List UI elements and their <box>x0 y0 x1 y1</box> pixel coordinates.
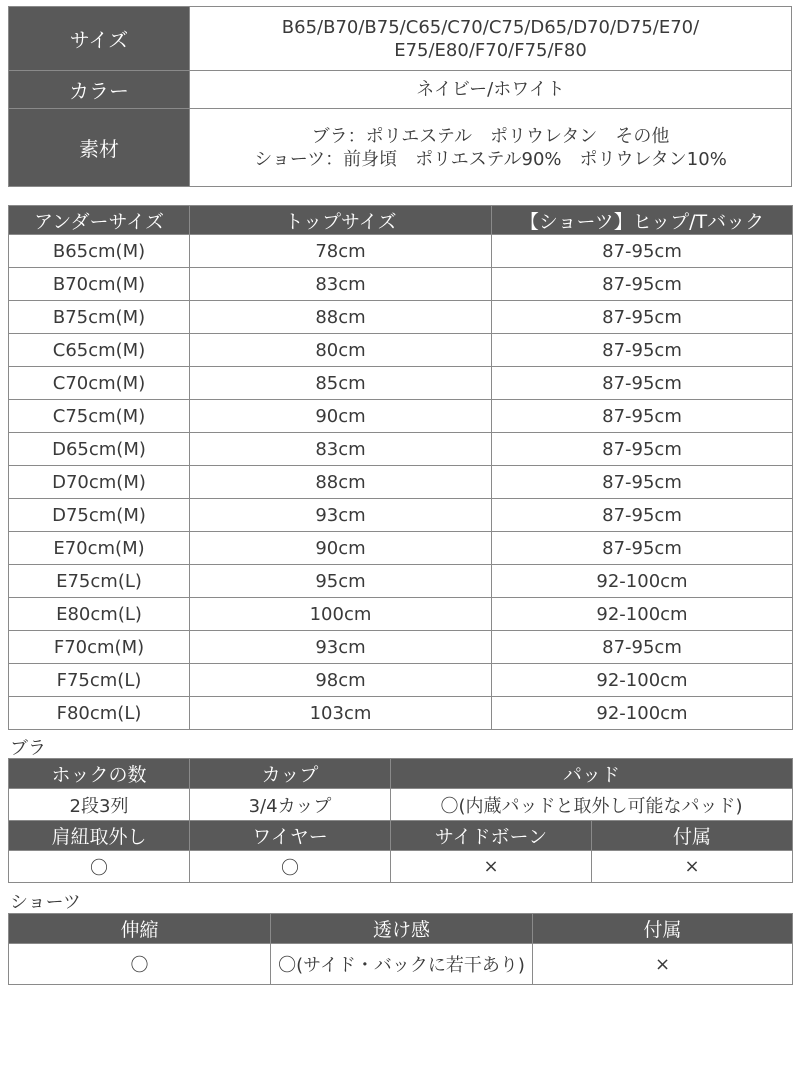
under-size-cell: F70cm(M) <box>9 631 190 664</box>
stretch-value: 〇 <box>9 944 271 985</box>
top-size-cell: 83cm <box>190 268 492 301</box>
header-shorts-hip: 【ショーツ】ヒップ/Tバック <box>492 206 793 235</box>
size-table-row <box>9 301 793 334</box>
accessories-value: × <box>592 851 793 883</box>
material-line2: ショーツ：前身頃 ポリエステル90% ポリウレタン10% <box>254 148 727 170</box>
under-size-cell: C70cm(M) <box>9 367 190 400</box>
bra-table-1 <box>8 758 793 821</box>
hooks-value: 2段3列 <box>9 789 190 821</box>
size-table <box>8 205 793 730</box>
top-size-cell: 95cm <box>190 565 492 598</box>
top-size-cell: 90cm <box>190 532 492 565</box>
hip-size-cell: 87-95cm <box>492 532 793 565</box>
sheerness-value: 〇(サイド・バックに若干あり) <box>271 944 533 985</box>
size-table-row <box>9 268 793 301</box>
hip-size-cell: 87-95cm <box>492 499 793 532</box>
size-table-row <box>9 598 793 631</box>
size-table-row <box>9 400 793 433</box>
pad-value: 〇(内蔵パッドと取外し可能なパッド) <box>391 789 793 821</box>
size-table-row <box>9 466 793 499</box>
hip-size-cell: 87-95cm <box>492 334 793 367</box>
under-size-cell: B75cm(M) <box>9 301 190 334</box>
size-table-row <box>9 565 793 598</box>
under-size-cell: E80cm(L) <box>9 598 190 631</box>
header-pad: パッド <box>391 759 793 789</box>
color-value: ネイビー/ホワイト <box>190 71 792 109</box>
cup-value: 3/4カップ <box>190 789 391 821</box>
under-size-cell: B65cm(M) <box>9 235 190 268</box>
hip-size-cell: 87-95cm <box>492 466 793 499</box>
under-size-cell: D65cm(M) <box>9 433 190 466</box>
top-size-cell: 83cm <box>190 433 492 466</box>
top-size-cell: 93cm <box>190 499 492 532</box>
size-table-row <box>9 499 793 532</box>
spec-row-size <box>9 7 792 71</box>
hip-size-cell: 87-95cm <box>492 367 793 400</box>
header-hooks: ホックの数 <box>9 759 190 789</box>
under-size-cell: D70cm(M) <box>9 466 190 499</box>
under-size-cell: C65cm(M) <box>9 334 190 367</box>
top-size-cell: 80cm <box>190 334 492 367</box>
header-wire: ワイヤー <box>190 821 391 851</box>
spec-row-color <box>9 71 792 109</box>
color-label: カラー <box>9 71 190 109</box>
shorts-accessories-value: × <box>533 944 793 985</box>
under-size-cell: C75cm(M) <box>9 400 190 433</box>
spec-table <box>8 6 792 187</box>
under-size-cell: E75cm(L) <box>9 565 190 598</box>
material-value <box>190 109 792 187</box>
hip-size-cell: 87-95cm <box>492 400 793 433</box>
bra-table-1-header <box>9 759 793 789</box>
shorts-table-header <box>9 914 793 944</box>
hip-size-cell: 87-95cm <box>492 268 793 301</box>
header-accessories: 付属 <box>592 821 793 851</box>
wire-value: 〇 <box>190 851 391 883</box>
top-size-cell: 78cm <box>190 235 492 268</box>
top-size-cell: 88cm <box>190 301 492 334</box>
under-size-cell: B70cm(M) <box>9 268 190 301</box>
bra-table-1-values <box>9 789 793 821</box>
hip-size-cell: 87-95cm <box>492 235 793 268</box>
header-shorts-accessories: 付属 <box>533 914 793 944</box>
size-table-row <box>9 697 793 730</box>
hip-size-cell: 87-95cm <box>492 631 793 664</box>
header-strap-removable: 肩紐取外し <box>9 821 190 851</box>
size-value-line1: B65/B70/B75/C65/C70/C75/D65/D70/D75/E70/ <box>281 16 700 38</box>
under-size-cell: F80cm(L) <box>9 697 190 730</box>
size-table-row <box>9 334 793 367</box>
hip-size-cell: 92-100cm <box>492 664 793 697</box>
size-value <box>190 7 792 71</box>
side-bone-value: × <box>391 851 592 883</box>
top-size-cell: 100cm <box>190 598 492 631</box>
top-size-cell: 90cm <box>190 400 492 433</box>
top-size-cell: 93cm <box>190 631 492 664</box>
strap-removable-value: 〇 <box>9 851 190 883</box>
top-size-cell: 103cm <box>190 697 492 730</box>
top-size-cell: 85cm <box>190 367 492 400</box>
size-table-row <box>9 664 793 697</box>
top-size-cell: 98cm <box>190 664 492 697</box>
header-sheerness: 透け感 <box>271 914 533 944</box>
header-under-size: アンダーサイズ <box>9 206 190 235</box>
size-table-header <box>9 206 793 235</box>
hip-size-cell: 92-100cm <box>492 598 793 631</box>
hip-size-cell: 87-95cm <box>492 433 793 466</box>
spec-row-material <box>9 109 792 187</box>
size-table-row <box>9 367 793 400</box>
size-table-row <box>9 235 793 268</box>
size-table-row <box>9 433 793 466</box>
size-table-row <box>9 631 793 664</box>
bra-table-2-values <box>9 851 793 883</box>
shorts-table-values <box>9 944 793 985</box>
header-stretch: 伸縮 <box>9 914 271 944</box>
header-side-bone: サイドボーン <box>391 821 592 851</box>
material-line1: ブラ：ポリエステル ポリウレタン その他 <box>311 125 670 147</box>
under-size-cell: F75cm(L) <box>9 664 190 697</box>
bra-table-2 <box>8 820 793 883</box>
size-table-row <box>9 532 793 565</box>
under-size-cell: E70cm(M) <box>9 532 190 565</box>
bra-table-2-header <box>9 821 793 851</box>
top-size-cell: 88cm <box>190 466 492 499</box>
material-label: 素材 <box>9 109 190 187</box>
header-top-size: トップサイズ <box>190 206 492 235</box>
header-cup: カップ <box>190 759 391 789</box>
size-value-line2: E75/E80/F70/F75/F80 <box>394 39 587 61</box>
bra-section-label: ブラ <box>10 738 46 759</box>
shorts-table <box>8 913 793 985</box>
hip-size-cell: 92-100cm <box>492 697 793 730</box>
under-size-cell: D75cm(M) <box>9 499 190 532</box>
shorts-section-label: ショーツ <box>10 892 81 913</box>
size-label: サイズ <box>9 7 190 71</box>
hip-size-cell: 92-100cm <box>492 565 793 598</box>
hip-size-cell: 87-95cm <box>492 301 793 334</box>
